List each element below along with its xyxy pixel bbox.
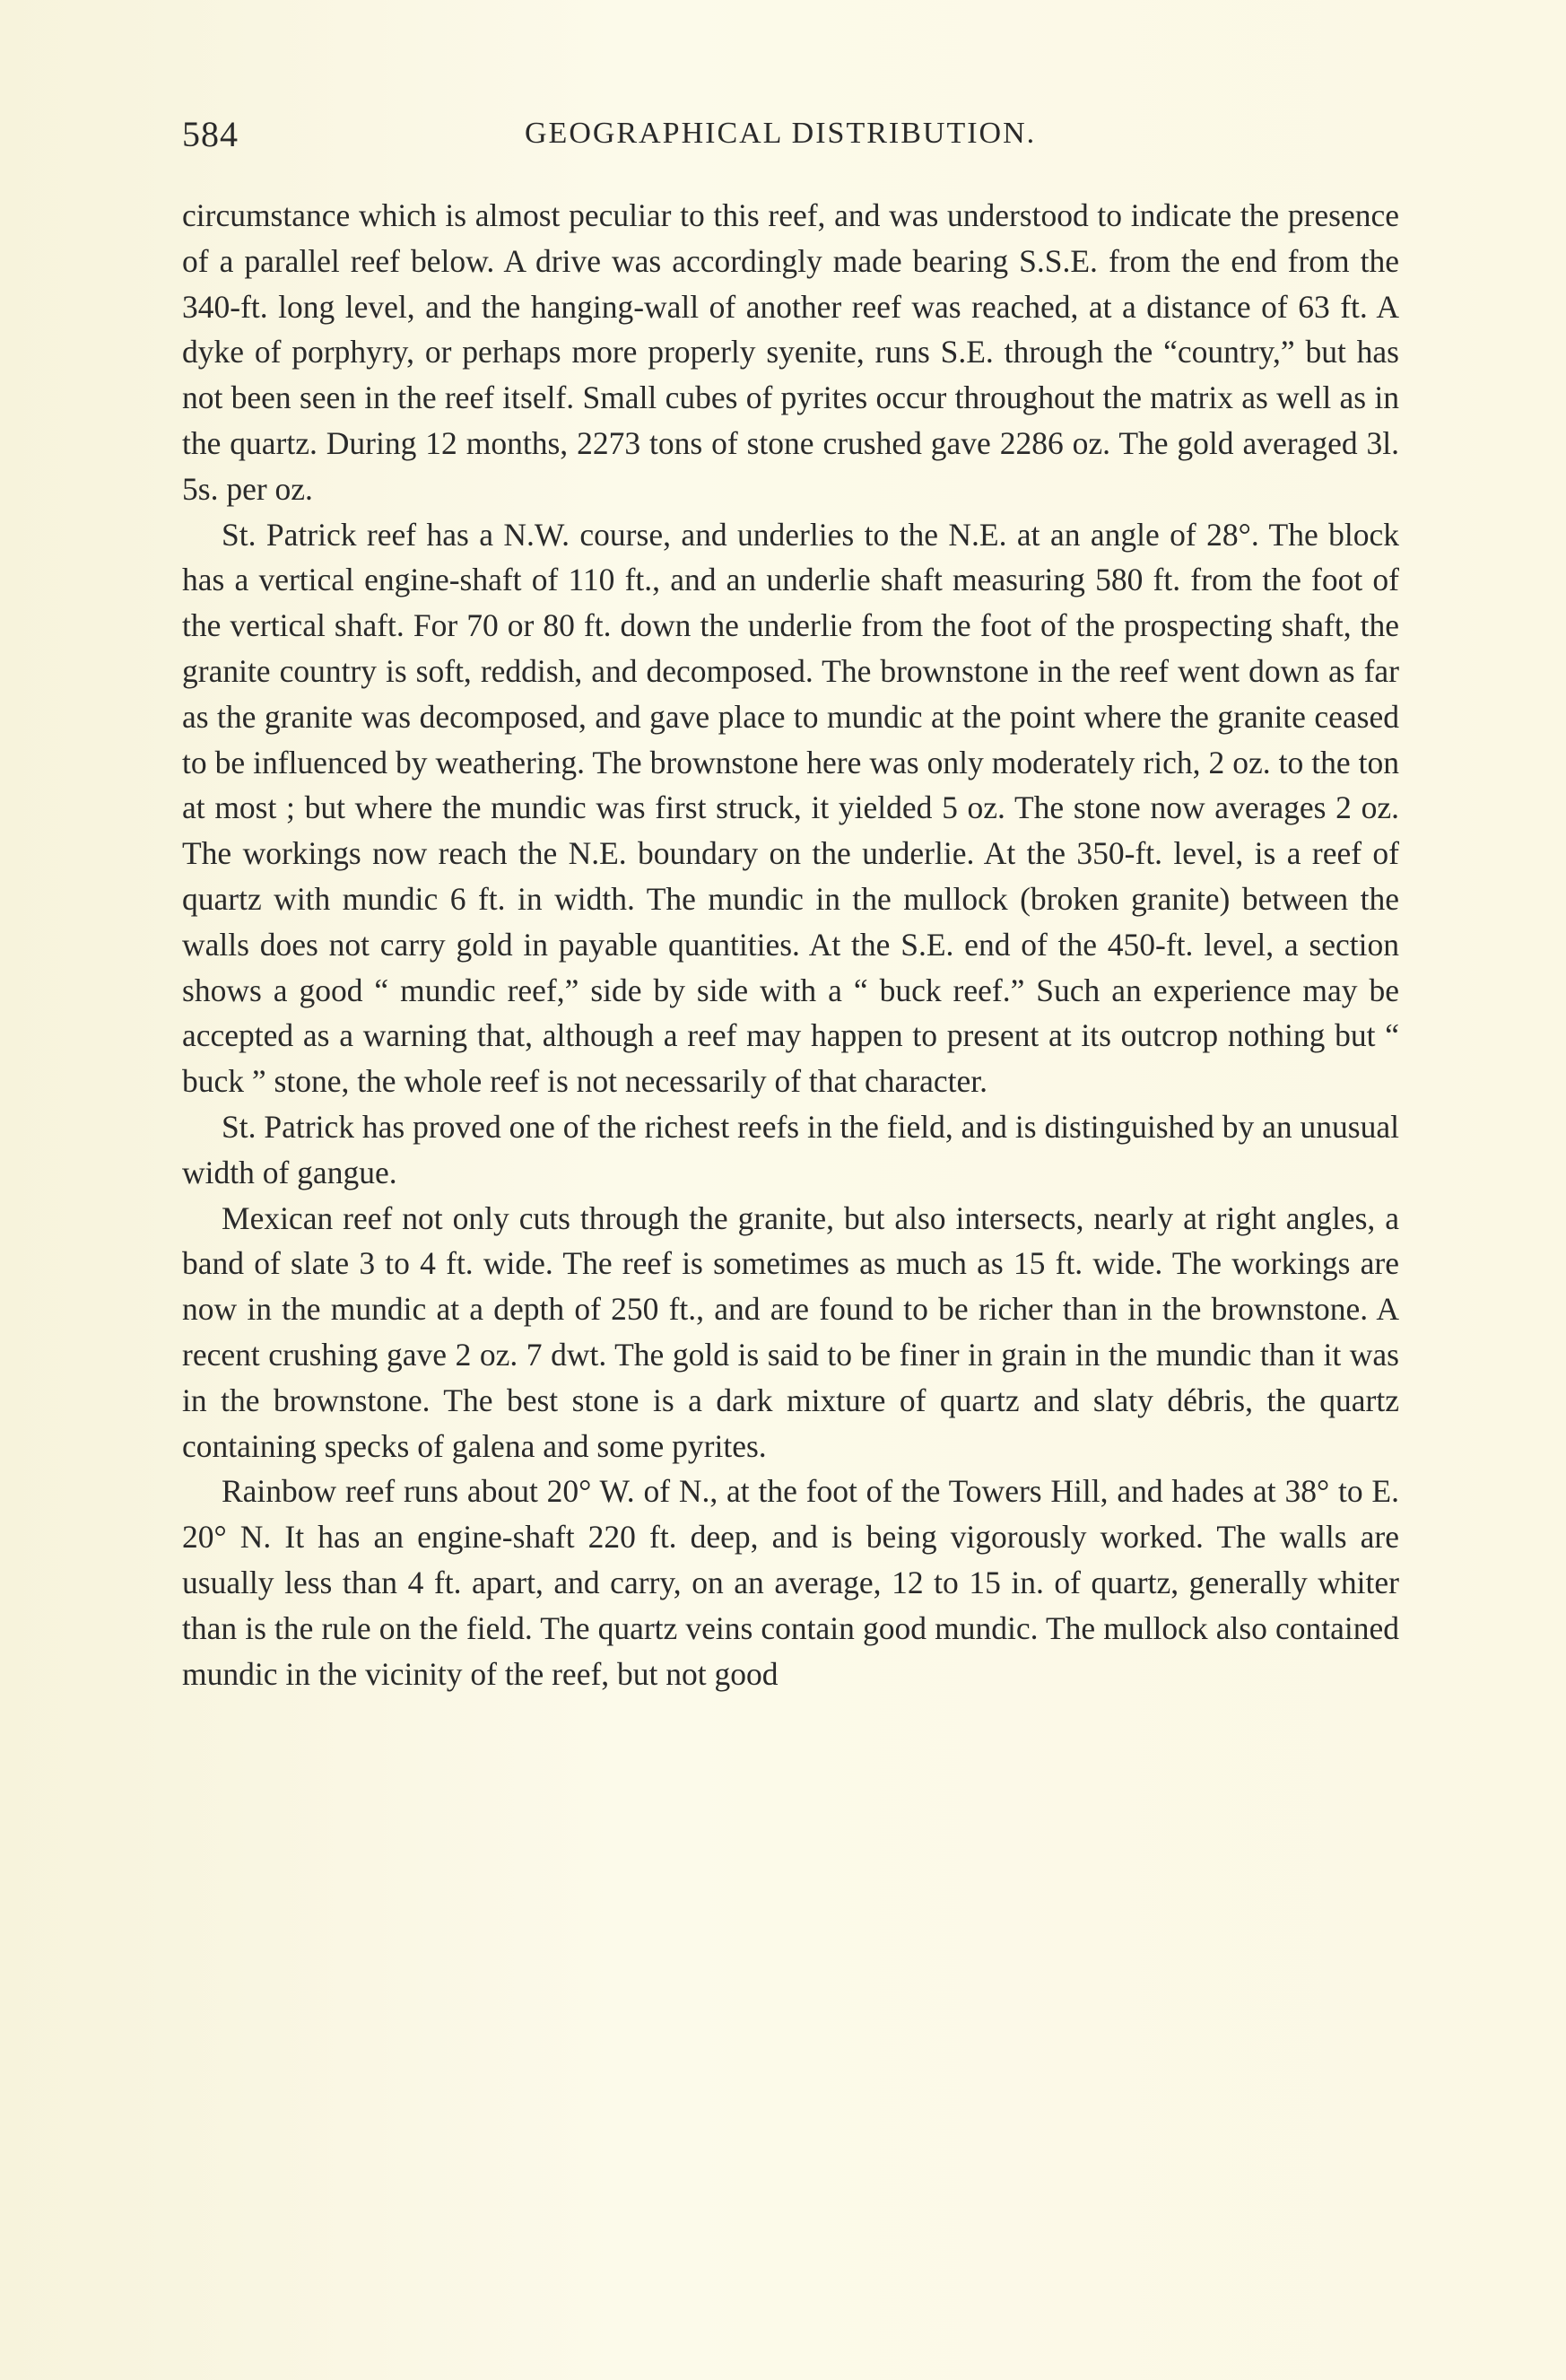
paragraph-rainbow-reef: Rainbow reef runs about 20° W. of N., at the foot of the Towers Hill, and hades at 38° to E. 20° N. It has an engine-shaft 220 ft. deep, and is being vigorously worked. The walls are usually less than 4 ft. apart, and carry, on an average, 12 to 15 in. of quartz, generally whiter than is the rule on the field. The quartz veins contain good mundic. The mullock also contained mundic in the vicinity of the reef, but not good — [182, 1473, 1399, 1692]
paragraph-st-patrick-reef: St. Patrick reef has a N.W. course, and underlies to the N.E. at an angle of 28°. The block has a vertical engine-shaft of 110 ft., and an underlie shaft measuring 580 ft. from the foot of the vertical shaft. For 70 or 80 ft. down the underlie from the foot of the prospecting shaft, the granite country is soft, reddish, and decomposed. The brownstone in the reef went down as far as the granite was decomposed, and gave place to mundic at the point where the granite ceased to be influenced by weathering. The brownstone here was only moderately rich, 2 oz. to the ton at most ; but where the mundic was first struck, it yielded 5 oz. The stone now averages 2 oz. The workings now reach the N.E. boundary on the underlie. At the 350-ft. level, is a reef of quartz with mundic 6 ft. in width. The mundic in the mullock (broken granite) between the walls does not carry gold in payable quantities. At the S.E. end of the 450-ft. level, a section shows a good “ mundic reef,” side by side with a “ buck reef.” Such an experience may be accepted as a warning that, although a reef may happen to present at its outcrop nothing but “ buck ” stone, the whole reef is not necessarily of that character. — [182, 516, 1399, 1100]
paragraph-mexican-reef: Mexican reef not only cuts through the granite, but also intersects, nearly at right angles, a band of slate 3 to 4 ft. wide. The reef is sometimes as much as 15 ft. wide. The workings are now in the mundic at a depth of 250 ft., and are found to be richer than in the brownstone. A recent crushing gave 2 oz. 7 dwt. The gold is said to be finer in grain in the mundic than it was in the brownstone. The best stone is a dark mixture of quartz and slaty débris, the quartz containing specks of galena and some pyrites. — [182, 1199, 1399, 1464]
paragraph-st-patrick-richest: St. Patrick has proved one of the richest reefs in the field, and is distinguished by an unusual width of gangue. — [182, 1108, 1399, 1190]
running-title: GEOGRAPHICAL DISTRIBUTION. — [525, 117, 1037, 150]
page-number: 584 — [182, 114, 239, 154]
running-head — [182, 109, 1429, 163]
paragraph-continuation: circumstance which is almost peculiar to this reef, and was understood to indicate the presence of a parallel reef below. A drive was accordingly made bearing S.S.E. from the end from the 340-ft. long level, and the hanging-wall of another reef was reached, at a distance of 63 ft. A dyke of porphyry, or perhaps more properly syenite, runs S.E. through the “country,” but has not been seen in the reef itself. Small cubes of pyrites occur throughout the matrix as well as in the quartz. During 12 months, 2273 tons of stone crushed gave 2286 oz. The gold averaged 3l. 5s. per oz. — [182, 197, 1399, 507]
body-text — [182, 193, 1399, 1696]
